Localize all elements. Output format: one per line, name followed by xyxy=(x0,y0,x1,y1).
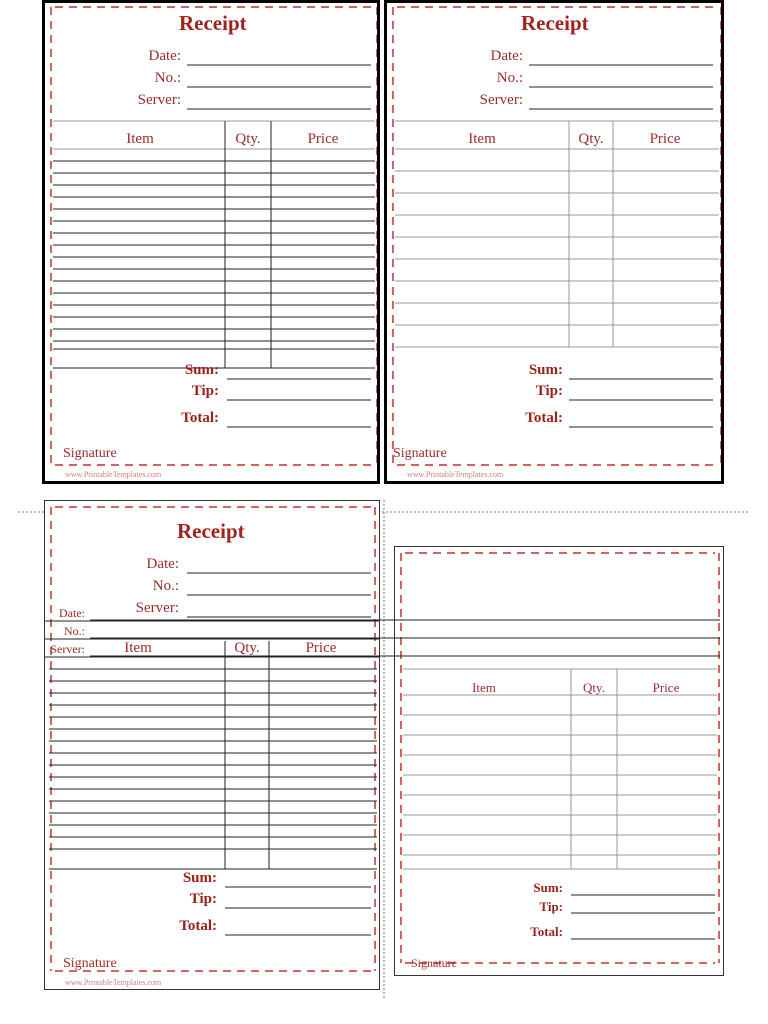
overlay-server-label: Server: xyxy=(50,642,85,656)
column-item-header: Item xyxy=(124,640,152,656)
signature-label: Signature xyxy=(63,446,117,461)
sum-label: Sum: xyxy=(528,362,563,378)
website-watermark: www.PrintableTemplates.com xyxy=(65,470,162,479)
sum-label: Sum: xyxy=(184,362,219,378)
total-label: Total: xyxy=(530,924,563,939)
total-label: Total: xyxy=(525,410,563,426)
column-qty-header: Qty. xyxy=(583,680,605,695)
website-watermark: www.PrintableTemplates.com xyxy=(65,978,162,987)
signature-label: Signature xyxy=(411,956,457,970)
receipt-title: Receipt xyxy=(521,11,589,35)
column-price-header: Price xyxy=(652,680,680,695)
server-label: Server: xyxy=(135,600,179,616)
no-label: No.: xyxy=(496,70,523,86)
date-label: Date: xyxy=(490,48,523,64)
column-qty-header: Qty. xyxy=(234,640,260,656)
tip-label: Tip: xyxy=(535,383,563,399)
server-label: Server: xyxy=(479,92,523,108)
signature-label: Signature xyxy=(63,956,117,971)
server-label: Server: xyxy=(137,92,181,108)
no-label: No.: xyxy=(152,578,179,594)
sum-label: Sum: xyxy=(182,870,217,886)
column-qty-header: Qty. xyxy=(578,131,604,147)
receipt-title: Receipt xyxy=(179,11,247,35)
tip-label: Tip: xyxy=(189,891,217,907)
sum-label: Sum: xyxy=(533,880,563,895)
tip-label: Tip: xyxy=(539,899,563,914)
overlay-no-label: No.: xyxy=(64,624,85,638)
column-item-header: Item xyxy=(126,131,154,147)
total-label: Total: xyxy=(179,918,217,934)
signature-label: Signature xyxy=(393,446,447,461)
column-qty-header: Qty. xyxy=(235,131,261,147)
column-item-header: Item xyxy=(472,680,496,695)
receipt-title: Receipt xyxy=(177,519,245,543)
column-price-header: Price xyxy=(649,131,681,147)
column-price-header: Price xyxy=(305,640,337,656)
column-item-header: Item xyxy=(468,131,496,147)
total-label: Total: xyxy=(181,410,219,426)
overlay-date-label: Date: xyxy=(59,606,85,620)
tip-label: Tip: xyxy=(191,383,219,399)
column-price-header: Price xyxy=(307,131,339,147)
date-label: Date: xyxy=(146,556,179,572)
website-watermark: www.PrintableTemplates.com xyxy=(407,470,504,479)
date-label: Date: xyxy=(148,48,181,64)
no-label: No.: xyxy=(154,70,181,86)
